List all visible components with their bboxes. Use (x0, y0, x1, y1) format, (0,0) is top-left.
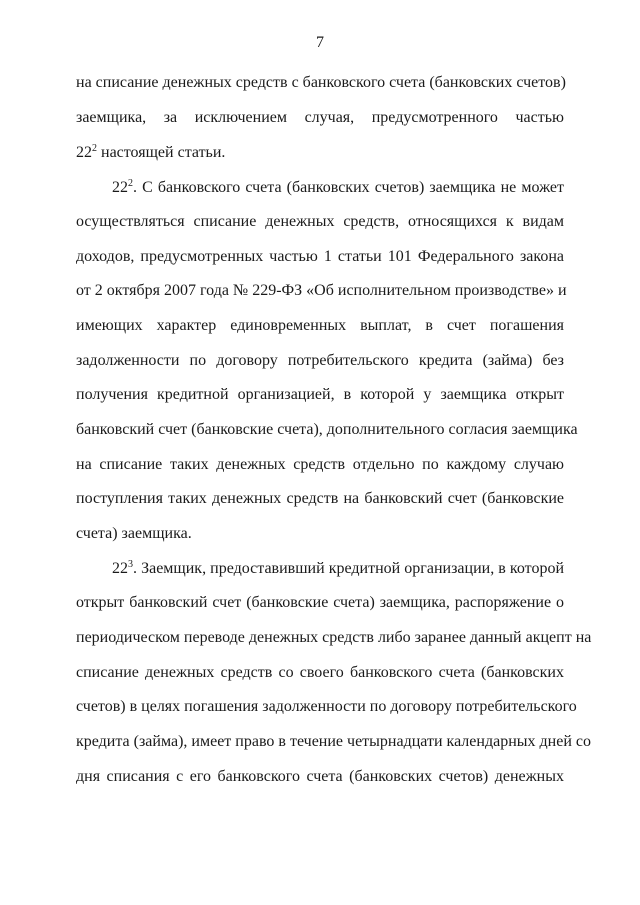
paragraph-start-line (112, 558, 564, 580)
text-line: на списание денежных средств с банковского счета (банковских счетов) (76, 74, 566, 91)
clause-number: 22 (112, 179, 128, 196)
clause-superscript: 2 (128, 178, 133, 189)
text-line: осуществляться списание денежных средств, относящихся к видам (76, 213, 564, 230)
line-text: . С банковского счета (банковских счетов) заемщика не может (133, 179, 564, 196)
clause-superscript: 2 (92, 143, 97, 154)
paragraph-start-line (112, 177, 564, 199)
text-line: счетов) в целях погашения задолженности по договору потребительского (76, 698, 577, 715)
clause-superscript: 3 (128, 559, 133, 570)
text-line: дня списания с его банковского счета (банковских счетов) денежных (76, 768, 564, 785)
text-line: периодическом переводе денежных средств либо заранее данный акцепт на (76, 629, 592, 646)
text-line: открыт банковский счет (банковские счета) заемщика, распоряжение о (76, 594, 564, 611)
clause-number: 22 (112, 560, 128, 577)
text-line: заемщика, за исключением случая, предусмотренного частью (76, 109, 564, 126)
text-line: доходов, предусмотренных частью 1 статьи 101 Федерального закона (76, 248, 564, 265)
text-line (76, 142, 564, 164)
line-text: настоящей статьи. (97, 144, 226, 161)
text-line: списание денежных средств со своего банковского счета (банковских (76, 664, 564, 681)
text-line: имеющих характер единовременных выплат, в счет погашения (76, 317, 564, 334)
text-line: получения кредитной организацией, в которой у заемщика открыт (76, 386, 564, 403)
text-line: от 2 октября 2007 года № 229-ФЗ «Об исполнительном производстве» и (76, 282, 567, 299)
text-line: поступления таких денежных средств на банковский счет (банковские (76, 490, 564, 507)
clause-number: 22 (76, 144, 92, 161)
text-line: счета) заемщика. (76, 525, 192, 542)
line-text: . Заемщик, предоставивший кредитной организации, в которой (133, 560, 564, 577)
text-line: кредита (займа), имеет право в течение четырнадцати календарных дней со (76, 733, 591, 750)
text-line: на списание таких денежных средств отдельно по каждому случаю (76, 456, 564, 473)
text-line: задолженности по договору потребительского кредита (займа) без (76, 352, 564, 369)
text-line: банковский счет (банковские счета), дополнительного согласия заемщика (76, 421, 578, 438)
page-number: 7 (316, 34, 324, 51)
